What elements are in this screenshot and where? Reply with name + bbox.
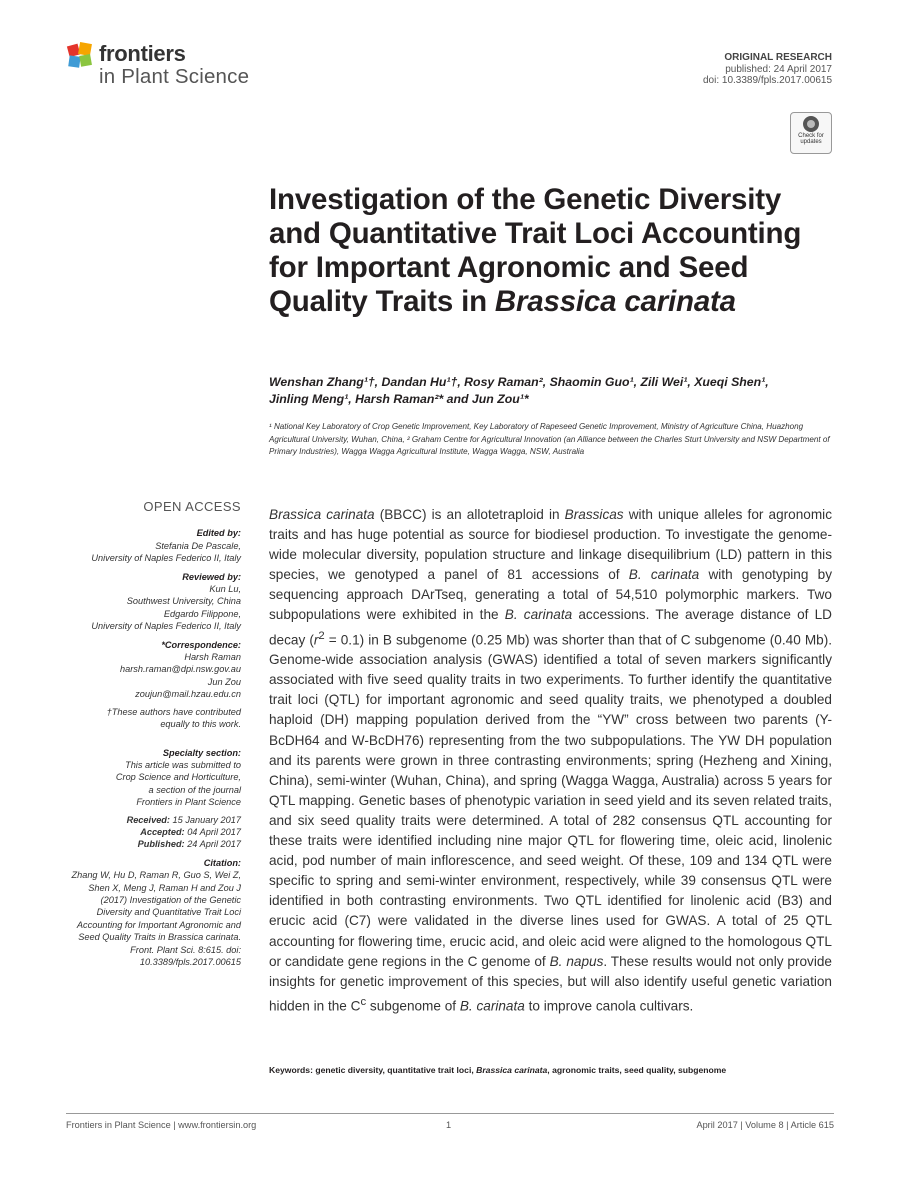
journal-name-line2: in Plant Science (99, 65, 250, 88)
footer-journal[interactable]: Frontiers in Plant Science | www.frontiersin.org (66, 1120, 257, 1130)
abstract-text: to improve canola cultivars. (524, 998, 694, 1014)
superscript: 2 (318, 629, 325, 642)
reviewer-affil: University of Naples Federico II, Italy (91, 621, 241, 632)
specialty-label: Specialty section: (162, 747, 241, 758)
corr-email[interactable]: zoujun@mail.hzau.edu.cn (135, 689, 241, 700)
species-name: Brassica carinata (269, 507, 375, 522)
published-date (51, 838, 241, 850)
corr-email[interactable]: harsh.raman@dpi.nsw.gov.au (119, 664, 241, 675)
species-name: B. carinata (459, 998, 525, 1014)
keywords-label: Keywords: (269, 1065, 316, 1075)
abstract-text: with unique alleles for agronomic traits and has huge potential as source for biodiesel production. To investigate the genome-wide molecular diversity, population structure and linkage disequilibrium (LD) pattern in this species, we genotyped a panel of 81 accessions of (269, 507, 832, 583)
corr-name: Harsh Raman (184, 652, 241, 663)
keyword-species: Brassica carinata (476, 1065, 548, 1075)
accepted-value: 04 April 2017 (187, 826, 241, 837)
reviewer-name: Edgardo Filippone, (163, 608, 241, 619)
received-value: 15 January 2017 (172, 814, 241, 825)
article-title (269, 183, 839, 319)
reviewer-affil: Southwest University, China (126, 596, 241, 607)
published-label: Published: (137, 839, 185, 850)
accepted-date (51, 826, 241, 838)
article-type: ORIGINAL RESEARCH (724, 52, 832, 63)
corr-name: Jun Zou (207, 676, 241, 687)
genus-name: Brassicas (564, 507, 624, 522)
abstract (269, 505, 832, 1016)
badge-line2: updates (800, 139, 822, 145)
reviewer-name: Kun Lu, (209, 584, 241, 595)
article-sidebar (51, 501, 241, 968)
specialty-text: Frontiers in Plant Science (136, 797, 241, 808)
received-label: Received: (126, 814, 170, 825)
check-for-updates-badge[interactable] (790, 112, 832, 154)
accepted-label: Accepted: (140, 826, 185, 837)
specialty-text: a section of the journal (148, 784, 241, 795)
specialty-text: Crop Science and Horticulture, (115, 772, 241, 783)
badge-line1: Check for (798, 133, 824, 139)
citation-text: Zhang W, Hu D, Raman R, Guo S, Wei Z, Shen X, Meng J, Raman H and Zou J (2017) Investigation of the Genetic Diversity and Quantitative Trait Loci Accounting for Important Agronomic and Seed Quality Traits in Brassica carinata. Front. Plant Sci. 8:615. doi: 10.3389/fpls.2017.00615 (71, 870, 241, 967)
abstract-text: . These results would not only provide insights for genetic improvement of this species, but will also identify useful genetic variation hidden in the C (269, 953, 832, 1014)
published-date: published: 24 April 2017 (725, 63, 832, 75)
article-header (703, 52, 832, 87)
contrib-note: equally to this work. (160, 719, 241, 730)
journal-logo[interactable] (66, 38, 266, 94)
abstract-text: accessions. The average distance of LD decay ( (269, 607, 832, 648)
specialty-text: This article was submitted to (125, 759, 241, 770)
abstract-text: (BBCC) is an allotetraploid in (374, 507, 565, 522)
abstract-text: with genotyping by sequencing approach DArTseq, generating a total of 54,510 polymorphic markers. Two subpopulations were exhibited in the (269, 567, 833, 623)
contrib-note: †These authors have contributed (106, 706, 241, 717)
title-species: Brassica carinata (494, 285, 736, 318)
frontiers-logo-icon (66, 40, 96, 70)
journal-name-line1: frontiers (99, 41, 186, 66)
crossmark-icon (803, 116, 819, 132)
abstract-text: = 0.1) in B subgenome (0.25 Mb) was shorter than that of C subgenome (0.40 Mb). Genome-wide association analysis (GWAS) identified a total of seven markers significantly associated with five seed quality traits in two experiments. To further identify the quantitative trait loci (QTL) for important agronomic and seed quality traits, we phenotyped a doubled haploid (DH) mapping population derived from the “YW” cross between two parents (Y-BcDH64 and W-BcDH76) representing from the two subpopulations. The YW DH population and its parents were grown in three contrasting environments; spring (Hezheng and Xining, China), semi-winter (Wuhan, China), and spring (Wagga Wagga, Australia) across 5 years for QTL mapping. Genetic bases of phenotypic variation in seed yield and its seven related traits, and six seed quality traits were determined. A total of 282 consensus QTL accounting for these traits were identified including nine major QTL for flowering time, oleic acid, linolenic acid, pod number of main inflorescence, and seed weight. Of these, 109 and 134 QTL were specific to spring and semi-winter environment, respectively, while 39 consensus QTL were identified in both contrasting environments. Two QTL identified for linolenic acid (B3) and erucic acid (C7) were validated in the diverse lines used for GWAS. A total of 25 QTL accounting for flowering time, erucic acid, and oleic acid were aligned to the homologous QTL or candidate gene regions in the C genome of (269, 632, 833, 969)
author-list (269, 374, 839, 408)
authors-line1: Wenshan Zhang¹†, Dandan Hu¹†, Rosy Raman², Shaomin Guo¹, Zili Wei¹, Xueqi Shen¹, (269, 375, 769, 389)
editor-name: Stefania De Pascale, (155, 540, 241, 551)
r-squared-symbol: r (313, 632, 319, 648)
keyword-text: genetic diversity, quantitative trait loci, (315, 1065, 477, 1075)
open-access-label: OPEN ACCESS (143, 499, 241, 514)
abstract-text: subgenome of (366, 998, 460, 1014)
species-name: B. carinata (628, 567, 700, 583)
page-number: 1 (446, 1120, 452, 1130)
species-name: B. napus (549, 953, 604, 969)
authors-line2: Jinling Meng¹, Harsh Raman²* and Jun Zou¹* (269, 392, 529, 406)
footer-volume: April 2017 | Volume 8 | Article 615 (696, 1120, 834, 1130)
reviewed-by-label: Reviewed by: (182, 571, 241, 582)
title-text: Investigation of the Genetic Diversity and Quantitative Trait Loci Accounting for Important Agronomic and Seed Quality Traits in (269, 183, 802, 318)
superscript: c (360, 995, 367, 1008)
species-name: B. carinata (504, 607, 573, 623)
doi[interactable]: doi: 10.3389/fpls.2017.00615 (703, 75, 832, 86)
keywords (269, 1065, 839, 1075)
citation-label: Citation: (203, 857, 241, 868)
received-date (51, 814, 241, 826)
keyword-text: , agronomic traits, seed quality, subgenome (547, 1065, 727, 1075)
footer-divider (66, 1113, 834, 1114)
published-value: 24 April 2017 (187, 839, 241, 850)
affiliations: ¹ National Key Laboratory of Crop Genetic Improvement, Key Laboratory of Rapeseed Genetic Improvement, Ministry of Agriculture China, Huazhong Agricultural University, Wuhan, China, ² Graham Centre for Agricultural Innovation (an Alliance between the Charles Sturt University and NSW Department of Primary Industries), Wagga Wagga Agricultural Institute, Wagga Wagga, NSW, Australia (269, 422, 830, 457)
edited-by-label: Edited by: (196, 528, 241, 539)
editor-affil: University of Naples Federico II, Italy (91, 553, 241, 564)
correspondence-label: *Correspondence: (161, 639, 241, 650)
